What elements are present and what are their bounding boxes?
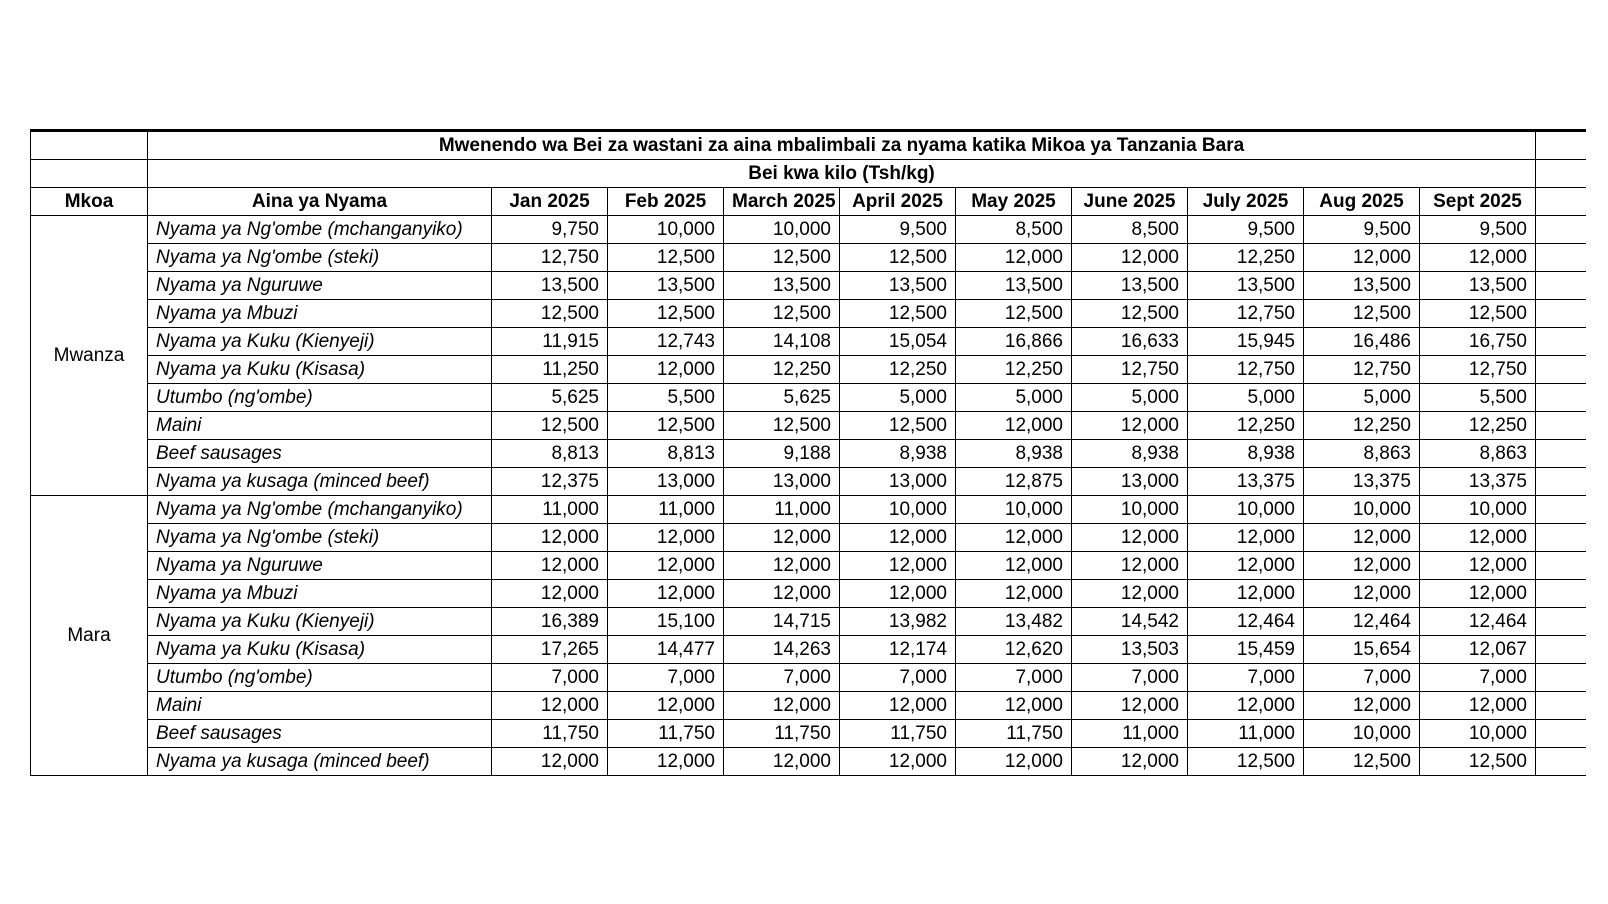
row-end-cell [1536, 440, 1587, 468]
price-cell: 12,250 [1188, 412, 1304, 440]
row-end-cell [1536, 552, 1587, 580]
meat-type-cell: Nyama ya Ng'ombe (mchanganyiko) [148, 216, 492, 244]
price-cell: 12,464 [1304, 608, 1420, 636]
price-cell: 15,054 [840, 328, 956, 356]
price-cell: 12,000 [724, 524, 840, 552]
price-cell: 8,813 [492, 440, 608, 468]
price-cell: 12,000 [1304, 552, 1420, 580]
row-end-cell [1536, 692, 1587, 720]
price-cell: 12,000 [1188, 580, 1304, 608]
price-cell: 12,000 [840, 524, 956, 552]
price-cell: 13,982 [840, 608, 956, 636]
price-cell: 13,375 [1304, 468, 1420, 496]
price-cell: 13,500 [840, 272, 956, 300]
price-cell: 16,750 [1420, 328, 1536, 356]
meat-type-cell: Nyama ya Ng'ombe (steki) [148, 244, 492, 272]
price-cell: 12,500 [608, 412, 724, 440]
price-cell: 12,000 [1072, 748, 1188, 776]
price-cell: 15,654 [1304, 636, 1420, 664]
price-cell: 14,715 [724, 608, 840, 636]
price-cell: 12,500 [956, 300, 1072, 328]
price-cell: 5,000 [1304, 384, 1420, 412]
price-cell: 12,000 [492, 692, 608, 720]
header-month: Aug 2025 [1304, 188, 1420, 216]
price-cell: 8,500 [1072, 216, 1188, 244]
price-cell: 5,625 [492, 384, 608, 412]
row-end-cell [1536, 216, 1587, 244]
meat-type-cell: Nyama ya Kuku (Kisasa) [148, 356, 492, 384]
price-cell: 12,000 [724, 748, 840, 776]
price-cell: 12,000 [492, 552, 608, 580]
price-cell: 5,000 [956, 384, 1072, 412]
price-cell: 12,743 [608, 328, 724, 356]
price-cell: 9,500 [1188, 216, 1304, 244]
table-row [31, 244, 1587, 272]
price-cell: 9,500 [1420, 216, 1536, 244]
meat-type-cell: Nyama ya Kuku (Kienyeji) [148, 328, 492, 356]
price-cell: 12,000 [1188, 692, 1304, 720]
price-cell: 12,464 [1188, 608, 1304, 636]
row-end-cell [1536, 244, 1587, 272]
price-cell: 7,000 [1304, 664, 1420, 692]
meat-type-cell: Nyama ya Ng'ombe (mchanganyiko) [148, 496, 492, 524]
price-cell: 13,500 [1304, 272, 1420, 300]
price-cell: 12,000 [1420, 580, 1536, 608]
price-cell: 12,174 [840, 636, 956, 664]
price-cell: 11,000 [724, 496, 840, 524]
price-cell: 13,375 [1188, 468, 1304, 496]
price-cell: 11,000 [1188, 720, 1304, 748]
price-cell: 12,250 [956, 356, 1072, 384]
meat-type-cell: Beef sausages [148, 440, 492, 468]
row-end-cell [1536, 636, 1587, 664]
price-cell: 10,000 [608, 216, 724, 244]
header-meat-type: Aina ya Nyama [148, 188, 492, 216]
table-row [31, 524, 1587, 552]
meat-type-cell: Nyama ya Mbuzi [148, 580, 492, 608]
price-cell: 7,000 [492, 664, 608, 692]
price-cell: 11,000 [1072, 720, 1188, 748]
price-cell: 8,938 [1188, 440, 1304, 468]
table-row [31, 552, 1587, 580]
price-cell: 13,000 [840, 468, 956, 496]
header-month: Sept 2025 [1420, 188, 1536, 216]
table-subtitle: Bei kwa kilo (Tsh/kg) [148, 160, 1536, 188]
price-cell: 13,500 [956, 272, 1072, 300]
price-cell: 12,000 [840, 580, 956, 608]
meat-price-table [30, 131, 1586, 776]
price-cell: 12,000 [1072, 692, 1188, 720]
meat-type-cell: Maini [148, 412, 492, 440]
price-cell: 12,620 [956, 636, 1072, 664]
price-cell: 12,464 [1420, 608, 1536, 636]
price-cell: 13,375 [1420, 468, 1536, 496]
price-cell: 14,263 [724, 636, 840, 664]
price-cell: 5,500 [1420, 384, 1536, 412]
table-row [31, 496, 1587, 524]
price-cell: 5,000 [1072, 384, 1188, 412]
price-cell: 12,000 [724, 580, 840, 608]
price-cell: 12,000 [492, 524, 608, 552]
price-cell: 10,000 [840, 496, 956, 524]
title-row-blank-cell [31, 132, 148, 160]
price-cell: 10,000 [724, 216, 840, 244]
row-end-cell [1536, 356, 1587, 384]
title-row-end-cell [1536, 132, 1587, 160]
price-cell: 7,000 [1072, 664, 1188, 692]
price-cell: 12,250 [1188, 244, 1304, 272]
price-cell: 17,265 [492, 636, 608, 664]
price-cell: 10,000 [956, 496, 1072, 524]
table-row [31, 636, 1587, 664]
row-end-cell [1536, 748, 1587, 776]
price-cell: 13,500 [608, 272, 724, 300]
price-cell: 12,000 [1304, 524, 1420, 552]
price-cell: 12,000 [608, 748, 724, 776]
table-row [31, 412, 1587, 440]
price-cell: 13,500 [1072, 272, 1188, 300]
price-cell: 10,000 [1420, 720, 1536, 748]
price-cell: 11,750 [608, 720, 724, 748]
meat-type-cell: Nyama ya kusaga (minced beef) [148, 468, 492, 496]
price-cell: 12,000 [608, 580, 724, 608]
table-row [31, 356, 1587, 384]
price-cell: 14,108 [724, 328, 840, 356]
price-cell: 12,000 [956, 524, 1072, 552]
row-end-cell [1536, 580, 1587, 608]
price-cell: 12,000 [608, 356, 724, 384]
price-cell: 13,503 [1072, 636, 1188, 664]
price-cell: 12,500 [724, 244, 840, 272]
price-cell: 13,500 [1188, 272, 1304, 300]
table-row [31, 272, 1587, 300]
meat-type-cell: Nyama ya Nguruwe [148, 272, 492, 300]
row-end-cell [1536, 608, 1587, 636]
price-cell: 12,375 [492, 468, 608, 496]
price-cell: 13,500 [724, 272, 840, 300]
price-cell: 12,000 [608, 524, 724, 552]
price-cell: 12,500 [608, 244, 724, 272]
header-row [31, 188, 1587, 216]
price-cell: 12,000 [492, 580, 608, 608]
price-cell: 12,500 [724, 412, 840, 440]
price-cell: 8,938 [956, 440, 1072, 468]
price-cell: 7,000 [1188, 664, 1304, 692]
price-cell: 12,500 [492, 412, 608, 440]
price-cell: 12,500 [1304, 300, 1420, 328]
subtitle-row-blank-cell [31, 160, 148, 188]
price-cell: 15,100 [608, 608, 724, 636]
price-table-sheet [30, 129, 1586, 810]
price-cell: 12,000 [724, 552, 840, 580]
price-cell: 12,250 [1420, 412, 1536, 440]
price-cell: 8,813 [608, 440, 724, 468]
price-cell: 12,000 [1420, 244, 1536, 272]
price-cell: 9,500 [1304, 216, 1420, 244]
meat-type-cell: Utumbo (ng'ombe) [148, 664, 492, 692]
price-cell: 11,750 [956, 720, 1072, 748]
price-cell: 12,500 [608, 300, 724, 328]
price-cell: 12,000 [956, 412, 1072, 440]
header-month: April 2025 [840, 188, 956, 216]
price-cell: 12,250 [724, 356, 840, 384]
price-cell: 5,000 [840, 384, 956, 412]
table-row [31, 664, 1587, 692]
price-cell: 12,000 [1304, 580, 1420, 608]
price-cell: 7,000 [840, 664, 956, 692]
table-row [31, 328, 1587, 356]
row-end-cell [1536, 496, 1587, 524]
price-cell: 13,000 [608, 468, 724, 496]
price-cell: 12,250 [840, 356, 956, 384]
price-cell: 8,863 [1304, 440, 1420, 468]
price-cell: 16,486 [1304, 328, 1420, 356]
table-row [31, 216, 1587, 244]
row-end-cell [1536, 272, 1587, 300]
price-cell: 12,000 [956, 748, 1072, 776]
row-end-cell [1536, 468, 1587, 496]
price-cell: 8,500 [956, 216, 1072, 244]
price-cell: 12,000 [840, 748, 956, 776]
price-cell: 14,477 [608, 636, 724, 664]
header-region: Mkoa [31, 188, 148, 216]
meat-type-cell: Nyama ya kusaga (minced beef) [148, 748, 492, 776]
meat-type-cell: Nyama ya Ng'ombe (steki) [148, 524, 492, 552]
price-cell: 12,000 [608, 692, 724, 720]
meat-type-cell: Nyama ya Kuku (Kisasa) [148, 636, 492, 664]
price-cell: 12,000 [608, 552, 724, 580]
price-cell: 10,000 [1420, 496, 1536, 524]
meat-type-cell: Nyama ya Nguruwe [148, 552, 492, 580]
price-cell: 10,000 [1304, 496, 1420, 524]
row-end-cell [1536, 300, 1587, 328]
row-end-cell [1536, 524, 1587, 552]
price-cell: 9,188 [724, 440, 840, 468]
price-cell: 13,000 [724, 468, 840, 496]
price-cell: 12,875 [956, 468, 1072, 496]
price-cell: 13,000 [1072, 468, 1188, 496]
price-cell: 12,000 [956, 692, 1072, 720]
price-cell: 9,500 [840, 216, 956, 244]
price-cell: 12,500 [1420, 748, 1536, 776]
table-title: Mwenendo wa Bei za wastani za aina mbalimbali za nyama katika Mikoa ya Tanzania Bara [148, 132, 1536, 160]
price-cell: 5,000 [1188, 384, 1304, 412]
table-row [31, 748, 1587, 776]
price-cell: 8,938 [1072, 440, 1188, 468]
header-month: Jan 2025 [492, 188, 608, 216]
price-cell: 16,389 [492, 608, 608, 636]
meat-type-cell: Nyama ya Mbuzi [148, 300, 492, 328]
region-cell: Mara [31, 496, 148, 776]
table-row [31, 608, 1587, 636]
table-row [31, 440, 1587, 468]
price-cell: 12,500 [1072, 300, 1188, 328]
price-cell: 8,938 [840, 440, 956, 468]
price-cell: 12,500 [1420, 300, 1536, 328]
row-end-cell [1536, 384, 1587, 412]
meat-type-cell: Nyama ya Kuku (Kienyeji) [148, 608, 492, 636]
price-cell: 13,500 [492, 272, 608, 300]
price-cell: 16,866 [956, 328, 1072, 356]
price-cell: 12,000 [956, 580, 1072, 608]
price-cell: 12,000 [1072, 580, 1188, 608]
price-cell: 12,000 [1420, 692, 1536, 720]
price-cell: 7,000 [1420, 664, 1536, 692]
price-cell: 12,750 [1188, 300, 1304, 328]
price-cell: 12,750 [1072, 356, 1188, 384]
title-row [31, 132, 1587, 160]
header-row-end-cell [1536, 188, 1587, 216]
price-cell: 12,000 [1188, 552, 1304, 580]
price-cell: 13,482 [956, 608, 1072, 636]
row-end-cell [1536, 412, 1587, 440]
price-cell: 13,500 [1420, 272, 1536, 300]
table-row [31, 468, 1587, 496]
price-cell: 12,750 [1304, 356, 1420, 384]
price-cell: 12,000 [1304, 692, 1420, 720]
price-cell: 12,000 [1304, 244, 1420, 272]
price-cell: 12,500 [1188, 748, 1304, 776]
price-cell: 12,000 [840, 552, 956, 580]
row-end-cell [1536, 664, 1587, 692]
price-cell: 11,750 [840, 720, 956, 748]
table-row [31, 580, 1587, 608]
price-cell: 16,633 [1072, 328, 1188, 356]
price-cell: 11,000 [492, 496, 608, 524]
price-cell: 15,459 [1188, 636, 1304, 664]
table-row [31, 384, 1587, 412]
price-cell: 12,000 [724, 692, 840, 720]
price-cell: 15,945 [1188, 328, 1304, 356]
price-cell: 11,000 [608, 496, 724, 524]
price-cell: 7,000 [956, 664, 1072, 692]
price-cell: 7,000 [608, 664, 724, 692]
subtitle-row [31, 160, 1587, 188]
price-cell: 12,000 [1072, 412, 1188, 440]
price-cell: 12,000 [956, 244, 1072, 272]
price-cell: 11,750 [724, 720, 840, 748]
price-cell: 7,000 [724, 664, 840, 692]
price-cell: 12,750 [1420, 356, 1536, 384]
row-end-cell [1536, 328, 1587, 356]
header-month: May 2025 [956, 188, 1072, 216]
header-month: March 2025 [724, 188, 840, 216]
price-cell: 5,625 [724, 384, 840, 412]
price-cell: 10,000 [1188, 496, 1304, 524]
meat-type-cell: Beef sausages [148, 720, 492, 748]
header-month: Feb 2025 [608, 188, 724, 216]
price-cell: 12,000 [1072, 524, 1188, 552]
price-cell: 8,863 [1420, 440, 1536, 468]
meat-type-cell: Maini [148, 692, 492, 720]
price-cell: 12,067 [1420, 636, 1536, 664]
price-cell: 12,750 [492, 244, 608, 272]
price-cell: 12,000 [1420, 524, 1536, 552]
price-cell: 12,500 [840, 300, 956, 328]
row-end-cell [1536, 720, 1587, 748]
price-cell: 12,750 [1188, 356, 1304, 384]
price-cell: 10,000 [1072, 496, 1188, 524]
price-cell: 9,750 [492, 216, 608, 244]
price-cell: 14,542 [1072, 608, 1188, 636]
price-cell: 11,750 [492, 720, 608, 748]
price-cell: 11,915 [492, 328, 608, 356]
header-month: June 2025 [1072, 188, 1188, 216]
price-cell: 10,000 [1304, 720, 1420, 748]
price-cell: 12,250 [1304, 412, 1420, 440]
price-cell: 12,000 [1072, 552, 1188, 580]
price-cell: 12,500 [1304, 748, 1420, 776]
table-row [31, 692, 1587, 720]
header-month: July 2025 [1188, 188, 1304, 216]
price-cell: 11,250 [492, 356, 608, 384]
price-cell: 12,000 [1420, 552, 1536, 580]
region-cell: Mwanza [31, 216, 148, 496]
price-cell: 5,500 [608, 384, 724, 412]
price-cell: 12,500 [492, 300, 608, 328]
price-cell: 12,000 [1072, 244, 1188, 272]
subtitle-row-end-cell [1536, 160, 1587, 188]
table-row [31, 300, 1587, 328]
price-cell: 12,000 [840, 692, 956, 720]
table-row [31, 720, 1587, 748]
price-cell: 12,500 [840, 412, 956, 440]
price-cell: 12,000 [1188, 524, 1304, 552]
price-cell: 12,000 [956, 552, 1072, 580]
meat-type-cell: Utumbo (ng'ombe) [148, 384, 492, 412]
price-cell: 12,500 [724, 300, 840, 328]
price-cell: 12,500 [840, 244, 956, 272]
price-cell: 12,000 [492, 748, 608, 776]
